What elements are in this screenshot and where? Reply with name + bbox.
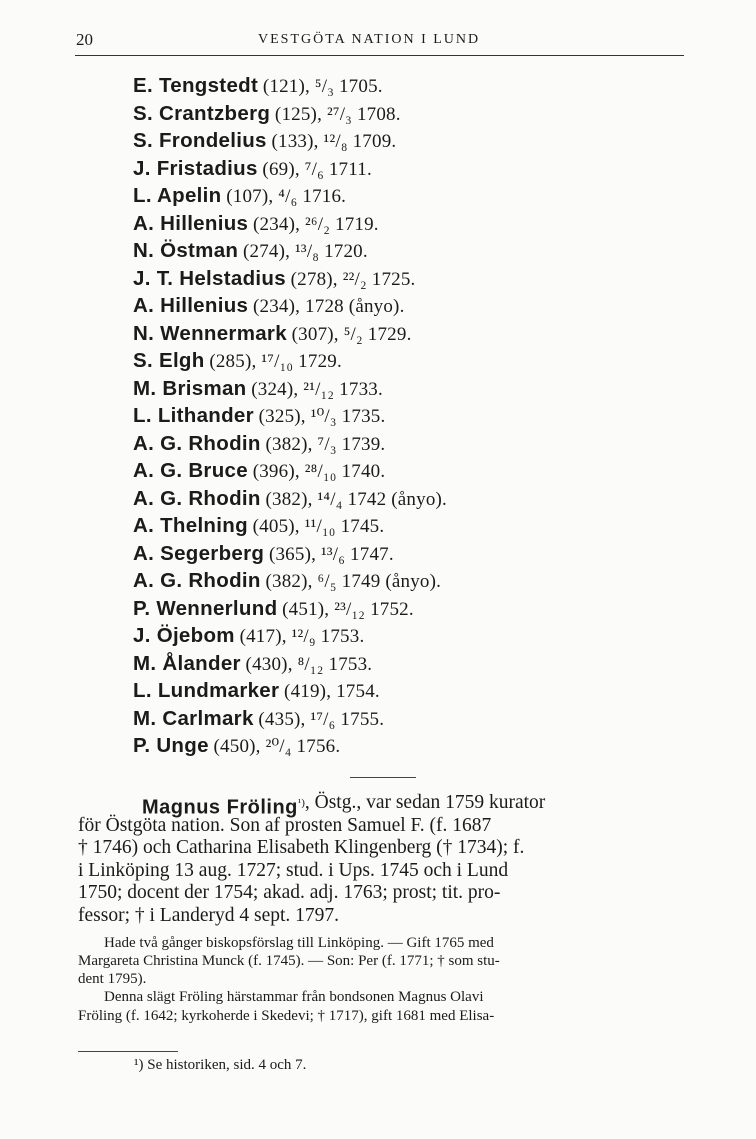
list-item	[133, 292, 447, 320]
entry-detail: (382), ⁷/₃ 1739.	[265, 433, 386, 455]
list-item	[133, 677, 447, 705]
list-item	[133, 210, 447, 238]
entry-name: L. Lundmarker	[133, 679, 280, 702]
biography-line: 1750; docent der 1754; akad. adj. 1763; prost; tit. pro-	[78, 882, 501, 904]
entry-name: N. Wennermark	[133, 321, 287, 345]
entry-detail: (234), ²⁶/₂ 1719.	[252, 213, 379, 235]
entry-name: J. T. Helstadius	[133, 266, 286, 290]
entry-name: A. G. Rhodin	[133, 569, 261, 592]
entry-name: L. Lithander	[133, 404, 254, 427]
curator-list	[133, 72, 447, 760]
biography	[78, 792, 680, 1025]
entry-name: M. Ålander	[133, 651, 241, 675]
entry-detail: (278), ²²/₂ 1725.	[290, 268, 416, 290]
note-line: Margareta Christina Munck (f. 1745). — Son: Per (f. 1771; † som stu-	[78, 952, 500, 969]
entry-detail: (324), ²¹/₁₂ 1733.	[251, 378, 383, 400]
entry-name: S. Crantzberg	[133, 101, 271, 125]
section-divider	[350, 777, 416, 778]
list-item	[133, 265, 447, 293]
page-number: 20	[76, 30, 93, 49]
entry-name: M. Brisman	[133, 376, 247, 400]
footnote-rule	[78, 1051, 178, 1052]
list-item	[133, 347, 447, 375]
entry-detail: (435), ¹⁷/₆ 1755.	[258, 708, 385, 730]
list-item	[133, 485, 447, 513]
entry-name: A. G. Rhodin	[133, 431, 261, 455]
running-title: VESTGÖTA NATION I LUND	[258, 32, 481, 47]
entry-detail: (125), ²⁷/₃ 1708.	[274, 103, 401, 125]
biography-line: fessor; † i Landeryd 4 sept. 1797.	[78, 904, 340, 926]
entry-name: A. Hillenius	[133, 294, 249, 317]
entry-name: S. Elgh	[133, 349, 205, 372]
entry-name: A. G. Rhodin	[133, 486, 261, 510]
entry-name: A. Segerberg	[133, 541, 265, 565]
list-item	[133, 622, 447, 650]
biography-line	[78, 792, 680, 819]
note-line: Fröling (f. 1642; kyrkoherde i Skedevi; † 1717), gift 1681 med Elisa-	[78, 1007, 495, 1024]
list-item	[133, 127, 447, 155]
entry-name: J. Fristadius	[133, 156, 258, 180]
list-item	[133, 375, 447, 403]
list-item	[133, 182, 447, 210]
biography-text: , Östg., var sedan 1759 kurator	[304, 792, 546, 813]
entry-name: J. Öjebom	[133, 624, 235, 647]
entry-name: A. Hillenius	[133, 211, 249, 235]
entry-detail: (451), ²³/₁₂ 1752.	[282, 598, 414, 620]
list-item	[133, 567, 447, 595]
biography-line: för Östgöta nation. Son af prosten Samuel F. (f. 1687	[78, 814, 492, 836]
entry-name: P. Unge	[133, 734, 209, 757]
entry-detail: (307), ⁵/₂ 1729.	[291, 323, 412, 345]
list-item	[133, 705, 447, 733]
entry-detail: (430), ⁸/₁₂ 1753.	[245, 653, 373, 675]
entry-name: N. Östman	[133, 239, 239, 262]
list-item	[133, 72, 447, 100]
entry-detail: (107), ⁴/₆ 1716.	[226, 186, 347, 207]
entry-name: E. Tengstedt	[133, 74, 259, 97]
biography-line: i Linköping 13 aug. 1727; stud. i Ups. 1745 och i Lund	[78, 859, 509, 881]
entry-detail: (285), ¹⁷/₁₀ 1729.	[209, 351, 342, 372]
entry-name: A. Thelning	[133, 514, 248, 537]
entry-detail: (417), ¹²/₉ 1753.	[239, 626, 365, 647]
list-item	[133, 457, 447, 485]
entry-name: M. Carlmark	[133, 706, 254, 730]
list-item	[133, 100, 447, 128]
entry-detail: (133), ¹²/₈ 1709.	[271, 131, 397, 152]
footnote-mark: ¹)	[297, 797, 305, 809]
entry-name: A. G. Bruce	[133, 459, 248, 482]
header-rule	[75, 55, 684, 56]
list-item	[133, 237, 447, 265]
list-item	[133, 430, 447, 458]
list-item	[133, 732, 447, 760]
note-line: dent 1795).	[78, 971, 147, 988]
footnote: ¹) Se historiken, sid. 4 och 7.	[134, 1057, 307, 1073]
biography-line: † 1746) och Catharina Elisabeth Klingenberg († 1734); f.	[78, 837, 525, 859]
entry-detail: (69), ⁷/₆ 1711.	[262, 158, 372, 180]
list-item	[133, 595, 447, 623]
entry-detail: (365), ¹³/₆ 1747.	[268, 543, 394, 565]
biography-name: Magnus Fröling$^{^1)}$	[142, 796, 305, 819]
entry-detail: (325), ¹⁰/₃ 1735.	[258, 406, 386, 427]
note-line: Hade två gånger biskopsförslag till Linköping. — Gift 1765 med	[104, 934, 494, 951]
entry-detail: (274), ¹³/₈ 1720.	[242, 241, 368, 262]
entry-detail: (121), ⁵/₃ 1705.	[262, 76, 383, 97]
entry-detail: (450), ²⁰/₄ 1756.	[213, 736, 341, 757]
note-line: Denna slägt Fröling härstammar från bondsonen Magnus Olavi	[104, 989, 484, 1006]
entry-detail: (382), ¹⁴/₄ 1742 (ånyo).	[265, 488, 447, 510]
entry-name: L. Apelin	[133, 184, 222, 207]
entry-detail: (419), 1754.	[284, 681, 380, 702]
list-item	[133, 650, 447, 678]
entry-detail: (396), ²⁸/₁₀ 1740.	[252, 461, 386, 482]
list-item	[133, 402, 447, 430]
entry-name: S. Frondelius	[133, 129, 267, 152]
list-item	[133, 320, 447, 348]
list-item	[133, 512, 447, 540]
entry-detail: (405), ¹¹/₁₀ 1745.	[252, 516, 385, 537]
entry-detail: (382), ⁶/₅ 1749 (ånyo).	[265, 571, 442, 592]
notes	[78, 934, 680, 1025]
list-item	[133, 540, 447, 568]
list-item	[133, 155, 447, 183]
entry-name: P. Wennerlund	[133, 596, 278, 620]
entry-detail: (234), 1728 (ånyo).	[252, 296, 405, 317]
